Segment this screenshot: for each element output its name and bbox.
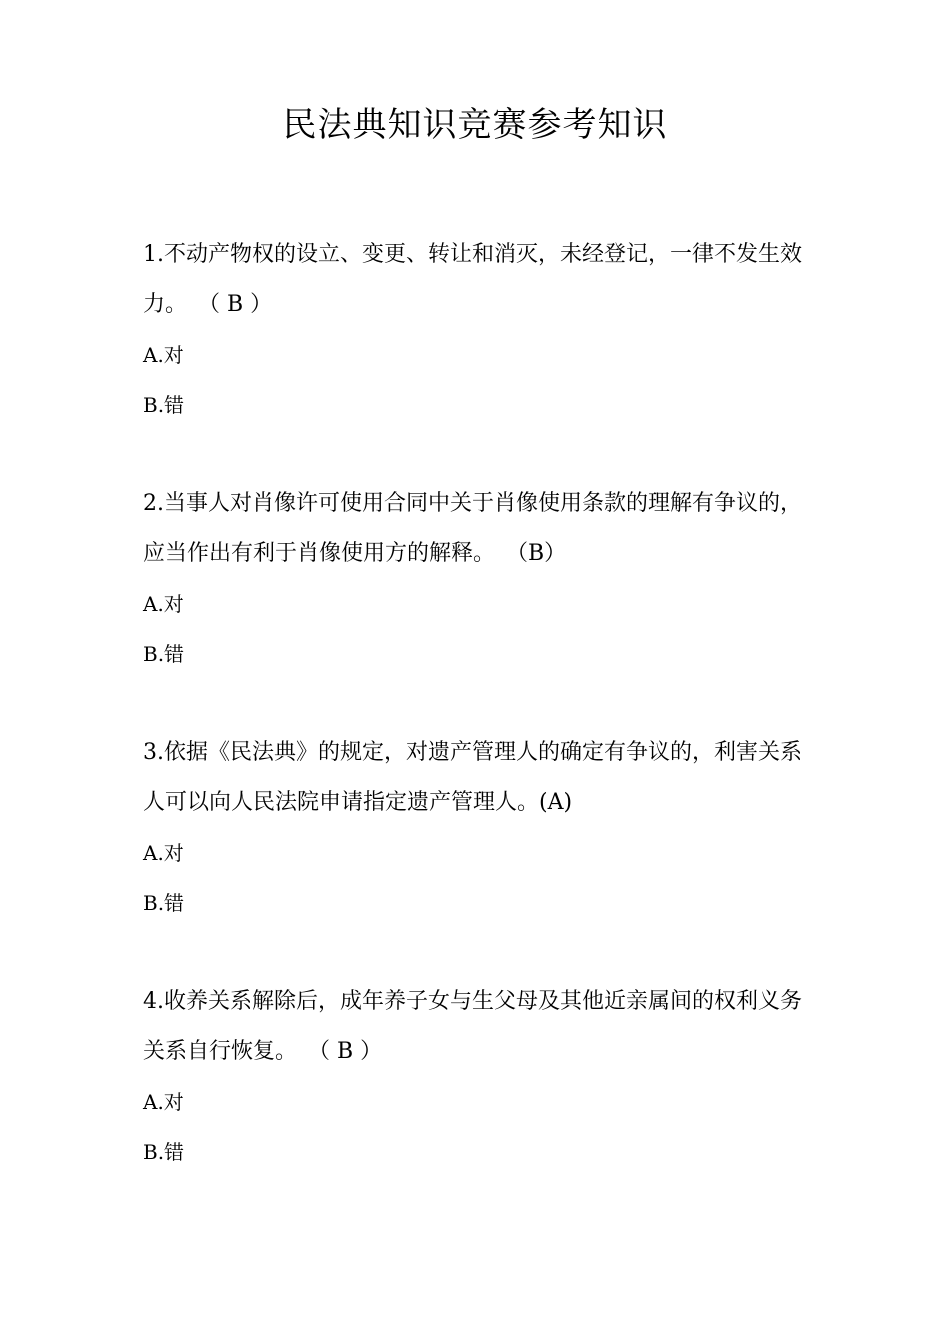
option-a: A.对 bbox=[143, 592, 184, 616]
question-stem: 2.当事人对肖像许可使用合同中关于肖像使用条款的理解有争议的，应当作出有利于肖像使用方的解释。 bbox=[143, 491, 802, 566]
question-answer: (A) bbox=[539, 790, 573, 815]
question-item bbox=[143, 728, 823, 928]
option-b: B.错 bbox=[143, 393, 185, 417]
question-item bbox=[143, 479, 823, 679]
question-stem: 1.不动产物权的设立、变更、转让和消灭，未经登记，一律不发生效力。 bbox=[143, 242, 802, 317]
question-stem: 3.依据《民法典》的规定，对遗产管理人的确定有争议的，利害关系人可以向人民法院申请指定遗产管理人。 bbox=[143, 740, 802, 815]
question-text bbox=[143, 728, 823, 828]
option-a: A.对 bbox=[143, 343, 184, 367]
option-b: B.错 bbox=[143, 1140, 185, 1164]
option-a: A.对 bbox=[143, 841, 184, 865]
option-b: B.错 bbox=[143, 891, 185, 915]
question-answer: （ B ） bbox=[209, 292, 273, 317]
question-answer: （ B ） bbox=[319, 1039, 383, 1064]
question-text bbox=[143, 977, 823, 1077]
question-stem: 4.收养关系解除后，成年养子女与生父母及其他近亲属间的权利义务关系自行恢复。 bbox=[143, 989, 802, 1064]
question-text bbox=[143, 479, 823, 579]
question-text bbox=[143, 230, 823, 330]
question-item bbox=[143, 977, 823, 1177]
option-b: B.错 bbox=[143, 642, 185, 666]
option-a: A.对 bbox=[143, 1090, 184, 1114]
question-item bbox=[143, 230, 823, 430]
question-answer: （B） bbox=[517, 541, 567, 566]
document-title: 民法典知识竞赛参考知识 bbox=[282, 105, 668, 145]
